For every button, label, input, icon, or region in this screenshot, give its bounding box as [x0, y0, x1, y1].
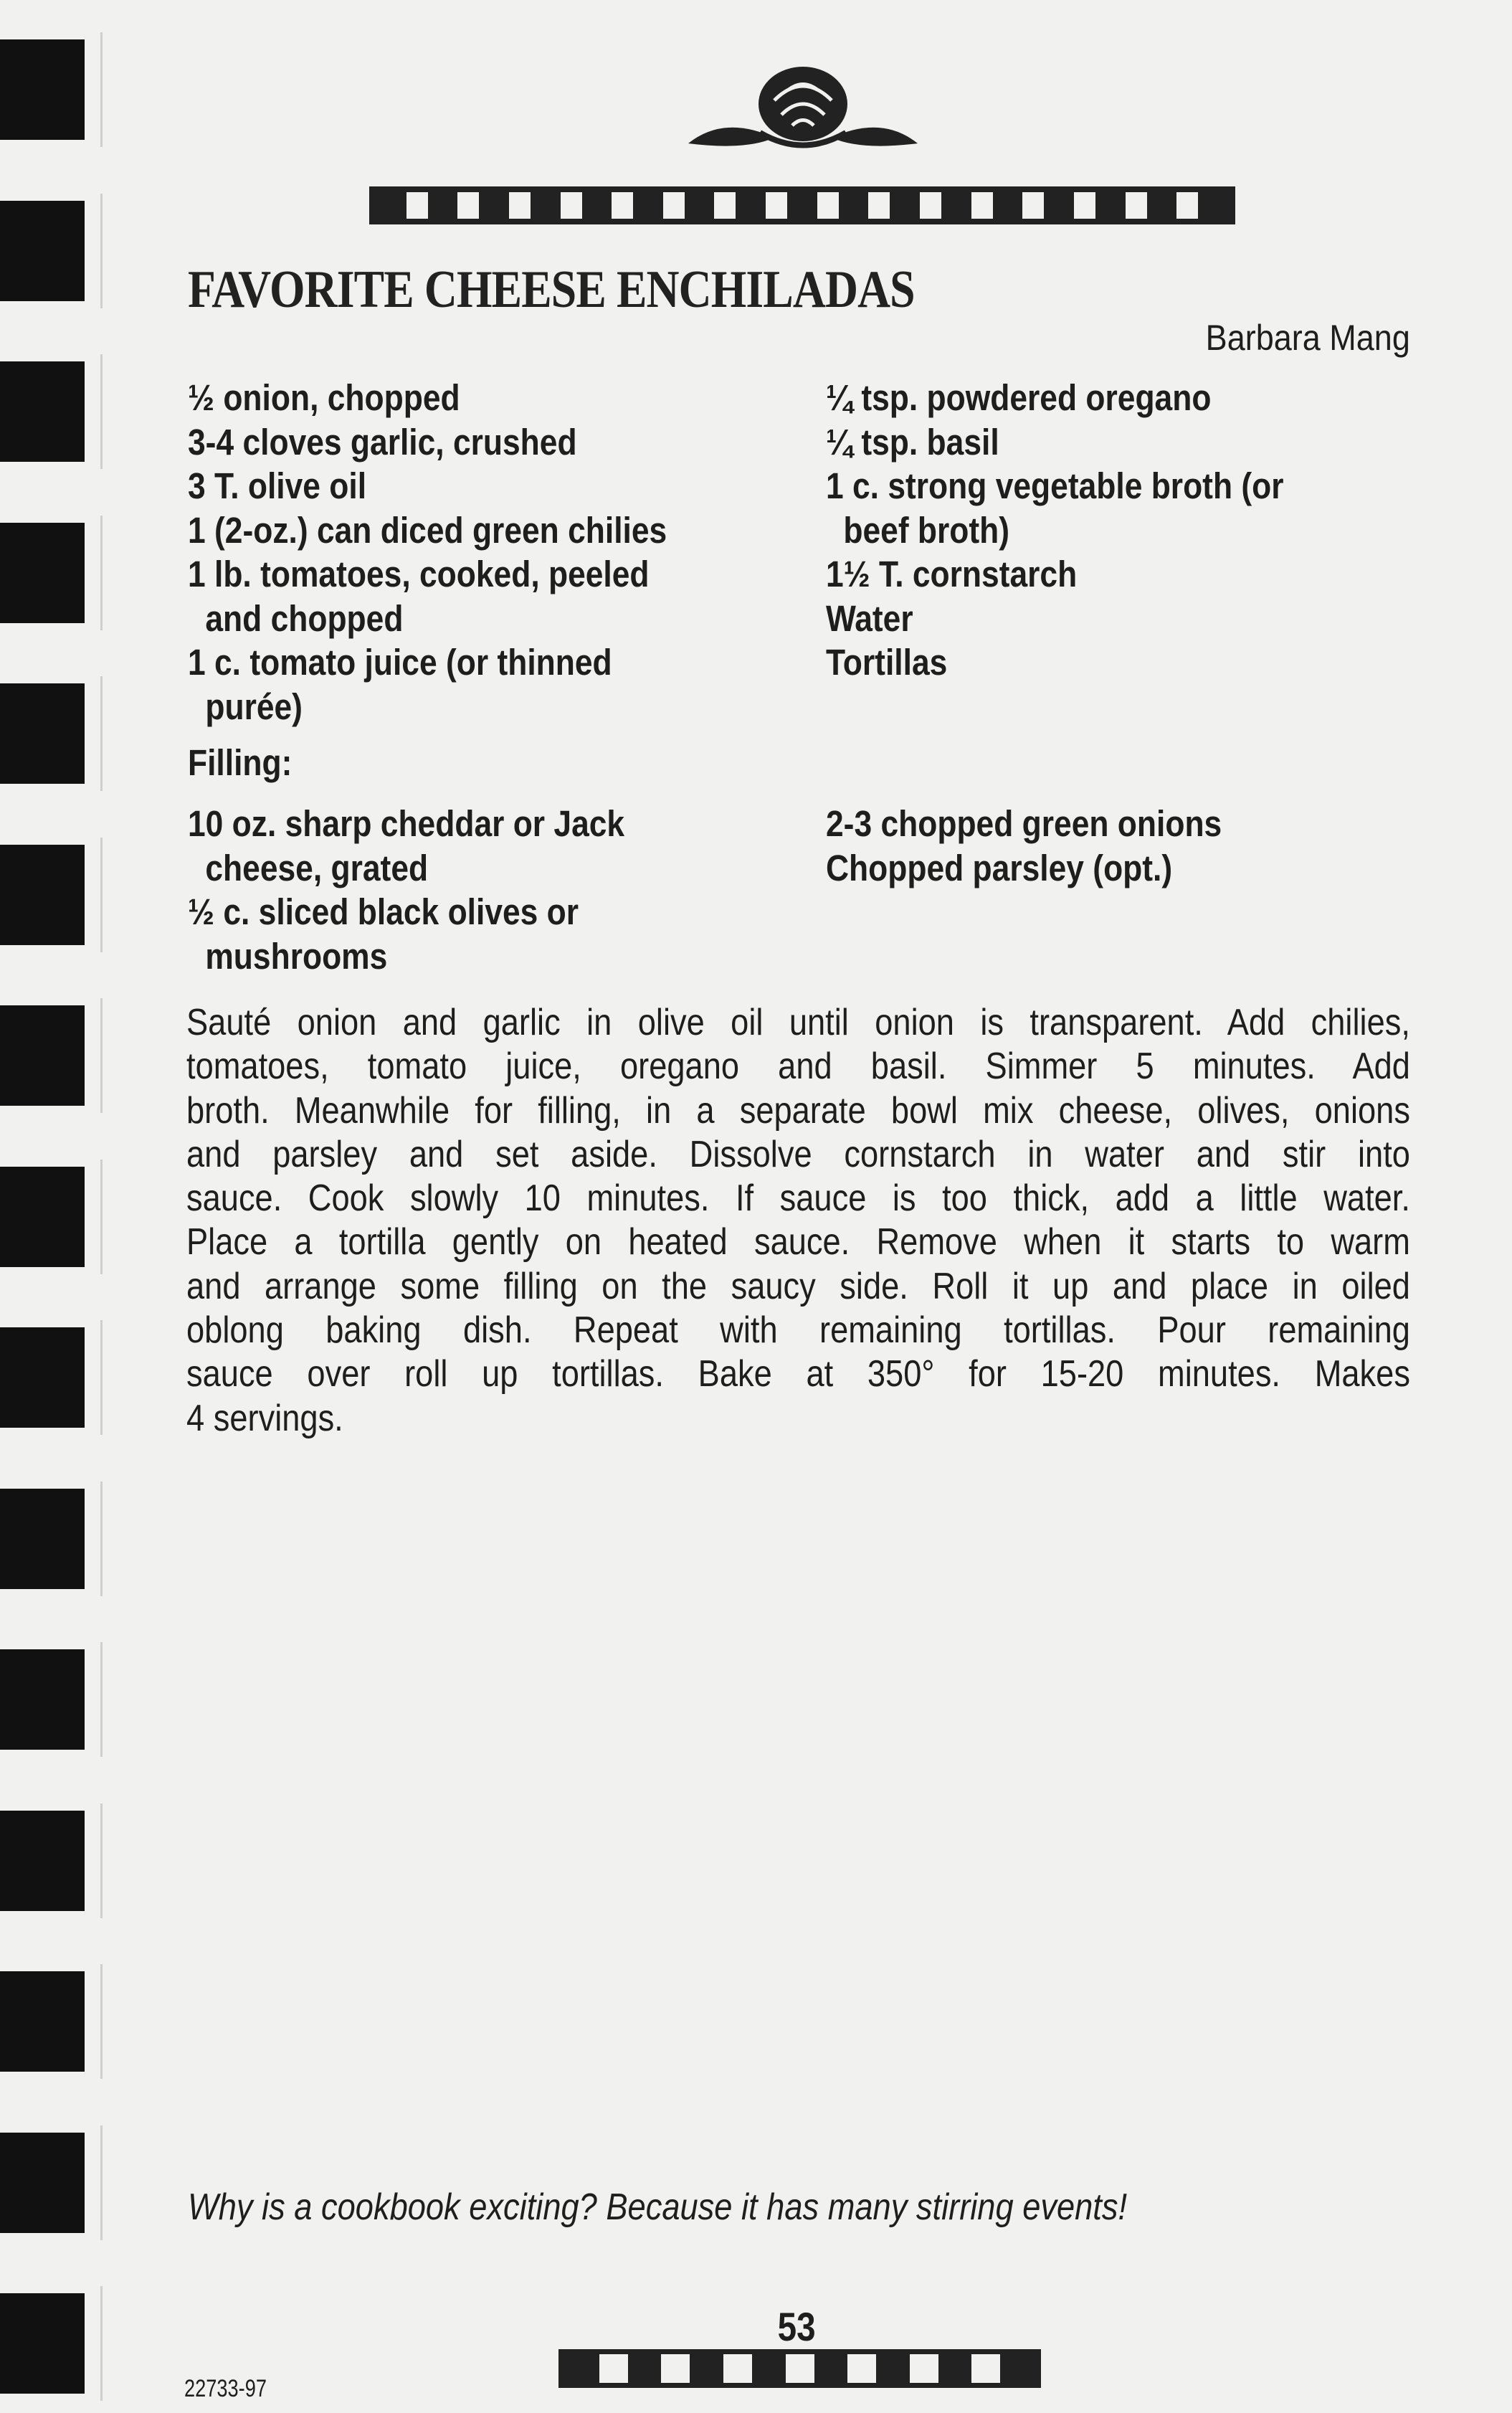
recipe-title: FAVORITE CHEESE ENCHILADAS: [188, 260, 915, 319]
ingredient: [826, 640, 1284, 685]
binding-hole: [0, 1971, 85, 2072]
binding-hole: [0, 683, 85, 784]
ingredient: [826, 376, 1284, 420]
binding-hole: [0, 523, 85, 623]
ingredient: [188, 890, 624, 978]
instruction-line: sauce over roll up tortillas. Bake at 350° for 15-20 minutes. Makes: [186, 1353, 1410, 1395]
ingredient: [188, 640, 667, 729]
footer-joke: Why is a cookbook exciting? Because it has many stirring events!: [188, 2186, 1128, 2228]
binding-hole: [0, 1005, 85, 1106]
ingredient-text: 1 c. strong vegetable broth (or: [826, 465, 1284, 506]
ingredient: [826, 464, 1284, 552]
ingredient-text: Tortillas: [826, 642, 948, 683]
ingredient-text: ¼ tsp. basil: [826, 421, 999, 463]
ingredient: [826, 597, 1284, 641]
instruction-line: Place a tortilla gently on heated sauce. Remove when it starts to warm: [186, 1221, 1410, 1264]
instruction-line: oblong baking dish. Repeat with remaining tortillas. Pour remaining: [186, 1309, 1410, 1352]
page-number: 53: [777, 2304, 816, 2349]
ingredient-text: 1 (2-oz.) can diced green chilies: [188, 509, 667, 551]
ingredients-right: [826, 376, 1284, 685]
instruction-line: broth. Meanwhile for filling, in a separate bowl mix cheese, olives, onions: [186, 1089, 1410, 1132]
ingredient: [826, 420, 1284, 465]
binding-hole: [0, 1811, 85, 1911]
ingredient: [188, 376, 667, 420]
ingredient: [188, 802, 624, 890]
ingredient-text: ½ onion, chopped: [188, 377, 460, 418]
ingredient-continuation: beef broth): [843, 509, 1010, 551]
bottom-checker-divider: [558, 2349, 1041, 2388]
instruction-line: Sauté onion and garlic in olive oil until onion is transparent. Add chilies,: [186, 1002, 1410, 1043]
ingredient-text: 3-4 cloves garlic, crushed: [188, 421, 577, 463]
instruction-line: and parsley and set aside. Dissolve cornstarch in water and stir into: [186, 1133, 1410, 1175]
binding-hole: [0, 1167, 85, 1267]
ingredient-continuation: mushrooms: [205, 935, 388, 977]
top-checker-divider: [369, 186, 1235, 224]
ingredient-text: 1 c. tomato juice (or thinned: [188, 642, 612, 683]
ingredient: [826, 846, 1222, 891]
ingredients-left: [188, 376, 667, 729]
binding-hole: [0, 39, 85, 140]
binding-hole: [0, 2293, 85, 2394]
ingredient: [188, 464, 667, 508]
binding-hole: [0, 201, 85, 301]
ingredient: [826, 802, 1222, 846]
ingredient: [188, 508, 667, 553]
binding-hole: [0, 1649, 85, 1750]
catalog-code: 22733-97: [184, 2375, 267, 2402]
instruction-line: and arrange some filling on the saucy side. Roll it up and place in oiled: [186, 1265, 1410, 1307]
binding-hole: [0, 1327, 85, 1428]
binding-hole: [0, 2133, 85, 2233]
binding-hole: [0, 1489, 85, 1589]
recipe-author: Barbara Mang: [1205, 318, 1410, 358]
ingredient-text: 10 oz. sharp cheddar or Jack: [188, 803, 625, 844]
ingredient-text: Water: [826, 597, 913, 639]
filling-right: [826, 802, 1222, 890]
ingredient-text: 1½ T. cornstarch: [826, 554, 1078, 594]
ingredient-text: 3 T. olive oil: [188, 465, 367, 506]
instructions: [186, 1001, 1410, 1441]
binding-hole: [0, 845, 85, 945]
rose-icon: [681, 57, 925, 165]
ingredient: [826, 552, 1284, 597]
ingredient-text: Chopped parsley (opt.): [826, 847, 1173, 888]
instruction-line: sauce. Cook slowly 10 minutes. If sauce is too thick, add a little water.: [186, 1177, 1410, 1220]
instruction-line: tomatoes, tomato juice, oregano and basil. Simmer 5 minutes. Add: [186, 1046, 1410, 1088]
ingredient-continuation: and chopped: [205, 597, 404, 639]
filling-left: [188, 802, 624, 978]
filling-label: Filling:: [188, 742, 293, 783]
binding-hole: [0, 361, 85, 462]
ingredient-text: ¼ tsp. powdered oregano: [826, 377, 1212, 418]
ingredient: [188, 552, 667, 640]
ingredient: [188, 420, 667, 465]
ingredient-continuation: purée): [205, 686, 303, 727]
ingredient-text: ½ c. sliced black olives or: [188, 891, 579, 932]
ingredient-text: 1 lb. tomatoes, cooked, peeled: [188, 554, 650, 594]
ingredient-text: 2-3 chopped green onions: [826, 803, 1222, 844]
ingredient-continuation: cheese, grated: [205, 847, 429, 888]
instruction-line: 4 servings.: [186, 1397, 343, 1439]
